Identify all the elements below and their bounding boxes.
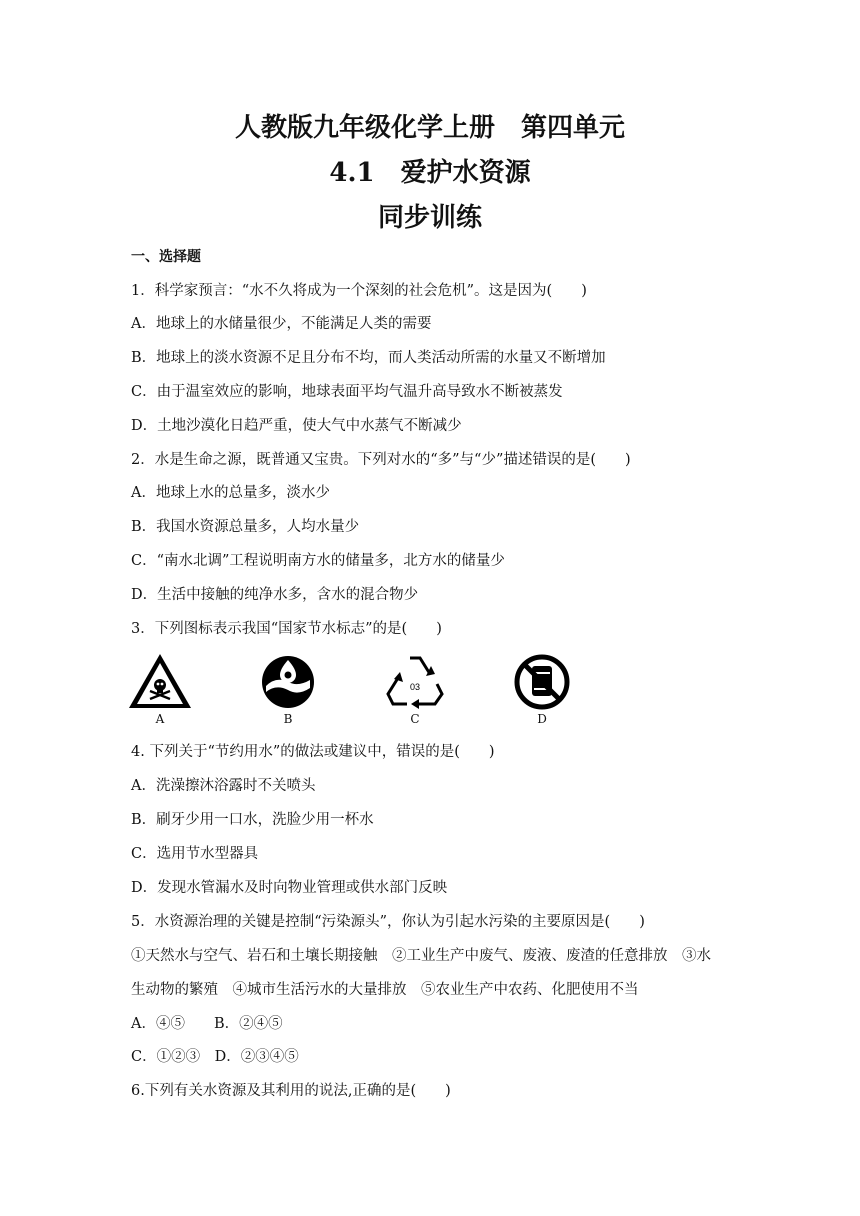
question-2-option-c: C．“南水北调”工程说明南方水的储量多，北方水的储量少	[131, 553, 505, 569]
lesson-title: 4.1 爱护水资源	[329, 158, 531, 188]
water-saving-icon	[258, 652, 318, 710]
question-5-text-1: ①天然水与空气、岩石和土壤长期接触 ②工业生产中废气、废液、废渣的任意排放 ③水	[131, 948, 711, 964]
icon-option-b	[253, 652, 323, 730]
icon-option-c	[380, 652, 450, 730]
icon-label-c: C	[410, 712, 420, 726]
question-3-icons	[125, 652, 585, 730]
toxic-warning-icon	[127, 652, 193, 710]
question-1-option-c: C．由于温室效应的影响，地球表面平均气温升高导致水不断被蒸发	[131, 384, 563, 400]
question-1-option-a: A．地球上的水储量很少，不能满足人类的需要	[131, 316, 432, 332]
document-subtitle: 同步训练	[377, 203, 482, 233]
question-3-stem: 3．下列图标表示我国“国家节水标志”的是( )	[131, 621, 442, 637]
question-1-option-d: D．土地沙漠化日趋严重，使大气中水蒸气不断减少	[131, 418, 462, 434]
question-4-option-c: C．选用节水型器具	[131, 846, 259, 862]
icon-option-d	[507, 652, 577, 730]
icon-label-b: B	[283, 712, 293, 726]
icon-option-a	[125, 652, 195, 730]
section-heading: 一、选择题	[131, 249, 201, 265]
question-4-option-d: D．发现水管漏水及时向物业管理或供水部门反映	[131, 880, 448, 896]
question-5-options-cd: C．①②③ D．②③④⑤	[131, 1049, 299, 1065]
question-2-option-d: D．生活中接触的纯净水多，含水的混合物少	[131, 587, 419, 603]
icon-label-d: D	[537, 712, 547, 726]
question-4-option-a: A．洗澡擦沐浴露时不关喷头	[131, 778, 316, 794]
question-5-text-2: 生动物的繁殖 ④城市生活污水的大量排放 ⑤农业生产中农药、化肥使用不当	[131, 982, 639, 998]
question-5-stem: 5．水资源治理的关键是控制“污染源头”，你认为引起水污染的主要原因是( )	[131, 914, 645, 930]
recycle-number: 03	[409, 682, 421, 692]
question-2-stem: 2．水是生命之源，既普通又宝贵。下列对水的“多”与“少”描述错误的是( )	[131, 452, 631, 468]
icon-label-a: A	[155, 712, 165, 726]
question-2-option-b: B．我国水资源总量多，人均水量少	[131, 519, 360, 535]
document-title: 人教版九年级化学上册 第四单元	[234, 113, 625, 143]
question-4-option-b: B．刷牙少用一口水，洗脸少用一杯水	[131, 812, 374, 828]
question-4-stem: 4. 下列关于“节约用水”的做法或建议中，错误的是( )	[131, 744, 495, 760]
recycle-icon	[385, 652, 445, 710]
no-dumping-icon	[512, 652, 572, 710]
question-6-stem: 6.下列有关水资源及其利用的说法,正确的是( )	[131, 1083, 451, 1099]
question-5-options-ab: A．④⑤ B．②④⑤	[131, 1016, 283, 1032]
question-2-option-a: A．地球上水的总量多，淡水少	[131, 485, 330, 501]
question-1-stem: 1．科学家预言：“水不久将成为一个深刻的社会危机”。这是因为( )	[131, 283, 587, 299]
question-1-option-b: B．地球上的淡水资源不足且分布不均，而人类活动所需的水量又不断增加	[131, 350, 606, 366]
